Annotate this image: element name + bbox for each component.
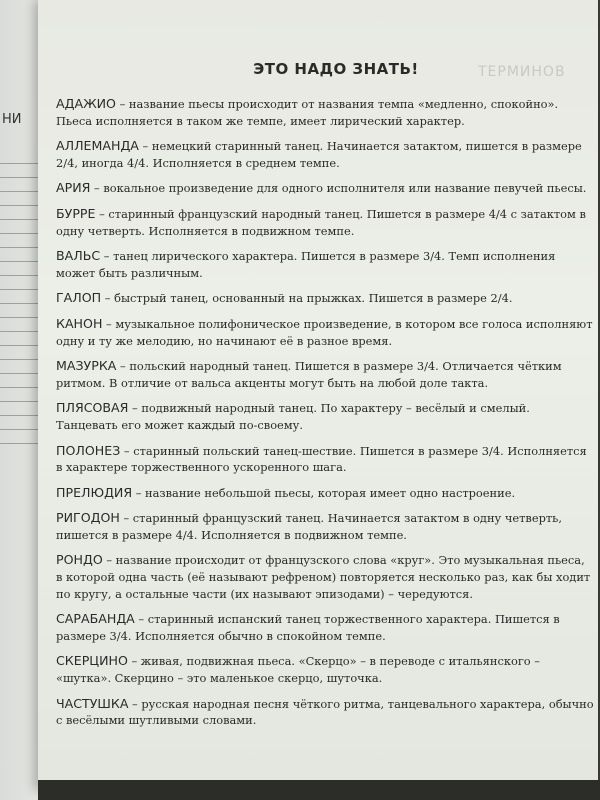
glossary-entry [56, 290, 594, 307]
entry-term: ПОЛОНЕЗ [56, 442, 121, 458]
entry-term: ЧАСТУШКА [56, 695, 129, 711]
entry-term: АРИЯ [56, 180, 91, 196]
entry-definition: – живая, подвижная пьеса. «Скерцо» – в переводе с итальянского – «шутка». Скерцино – это маленькое скерцо, шуточка. [56, 654, 540, 686]
entry-term: ВАЛЬС [56, 248, 101, 264]
bleed-through-text: ТЕРМИНОВ [478, 64, 566, 80]
entry-term: САРАБАНДА [56, 611, 135, 627]
entry-definition: – музыкальное полифоническое произведение, в котором все голоса исполняют одну и ту же мелодию, но начинают её в разное время. [56, 316, 593, 348]
entry-term: РОНДО [56, 552, 103, 568]
entry-definition: – название происходит от французского слова «круг». Это музыкальная пьеса, в которой одна часть (её называют рефреном) повторяется несколько раз, как бы ходит по кругу, а остальные части (их называют эпизодами) – чередуются. [56, 553, 591, 601]
glossary-list [56, 96, 594, 729]
book-page [38, 0, 598, 790]
entry-definition: – польский народный танец. Пишется в размере 3/4. Отличается чётким ритмом. В отличие от вальса акценты могут быть на любой доле такта. [56, 359, 562, 390]
entry-definition: – подвижный народный танец. По характеру – весёлый и смелый. Танцевать его может каждый по-своему. [56, 401, 530, 432]
entry-term: КАНОН [56, 315, 103, 331]
glossary-entry [56, 180, 594, 197]
glossary-entry [56, 138, 594, 171]
entry-definition: – быстрый танец, основанный на прыжках. Пишется в размере 2/4. [101, 291, 513, 306]
glossary-entry [56, 443, 594, 476]
entry-definition: – немецкий старинный танец. Начинается затактом, пишется в размере 2/4, иногда 4/4. Исполняется в среднем темпе. [56, 139, 582, 170]
entry-definition: – старинный испанский танец торжественного характера. Пишется в размере 3/4. Исполняется обычно в спокойном темпе. [56, 612, 560, 643]
entry-definition: – название пьесы происходит от названия темпа «медленно, спокойно». Пьеса исполняется в таком же темпе, имеет лирический характер. [56, 97, 559, 128]
glossary-entry [56, 696, 594, 729]
entry-term: АЛЛЕМАНДА [56, 138, 139, 154]
glossary-entry [56, 400, 594, 433]
entry-term: СКЕРЦИНО [56, 653, 128, 669]
glossary-entry [56, 316, 594, 349]
glossary-entry [56, 552, 594, 602]
glossary-entry [56, 485, 594, 502]
entry-term: ПЛЯСОВАЯ [56, 400, 129, 416]
left-page-label: НИ [2, 112, 22, 127]
entry-definition: – старинный польский танец-шествие. Пишется в размере 3/4. Исполняется в характере торжественного ускоренного шага. [56, 443, 587, 475]
entry-term: АДАЖИО [56, 96, 116, 111]
entry-term: ГАЛОП [56, 290, 102, 306]
page-title: ЭТО НАДО ЗНАТЬ! [253, 60, 419, 78]
glossary-entry [56, 653, 594, 686]
entry-definition: – старинный французский народный танец. Пишется в размере 4/4 с затактом в одну четверть. Исполняется в подвижном темпе. [56, 206, 586, 238]
glossary-entry [56, 510, 594, 543]
glossary-entry [56, 206, 594, 239]
entry-definition: – старинный французский танец. Начинается затактом в одну четверть, пишется в размере 4/4. Исполняется в подвижном темпе. [56, 511, 562, 542]
entry-term: БУРРЕ [56, 205, 96, 221]
glossary-entry [56, 611, 594, 644]
entry-definition: – русская народная песня чёткого ритма, танцевального характера, обычно с весёлыми шутливыми словами. [56, 696, 594, 728]
entry-definition: – название небольшой пьесы, которая имеет одно настроение. [132, 485, 516, 500]
table-surface [38, 780, 600, 800]
entry-term: РИГОДОН [56, 510, 120, 526]
glossary [56, 60, 594, 738]
entry-definition: – танец лирического характера. Пишется в размере 3/4. Темп исполнения может быть различным. [56, 249, 556, 280]
entry-term: МАЗУРКА [56, 358, 117, 374]
glossary-entry [56, 96, 594, 129]
entry-term: ПРЕЛЮДИЯ [56, 484, 133, 500]
glossary-entry [56, 358, 594, 391]
glossary-entry [56, 248, 594, 281]
entry-definition: – вокальное произведение для одного исполнителя или название певучей пьесы. [90, 181, 587, 196]
